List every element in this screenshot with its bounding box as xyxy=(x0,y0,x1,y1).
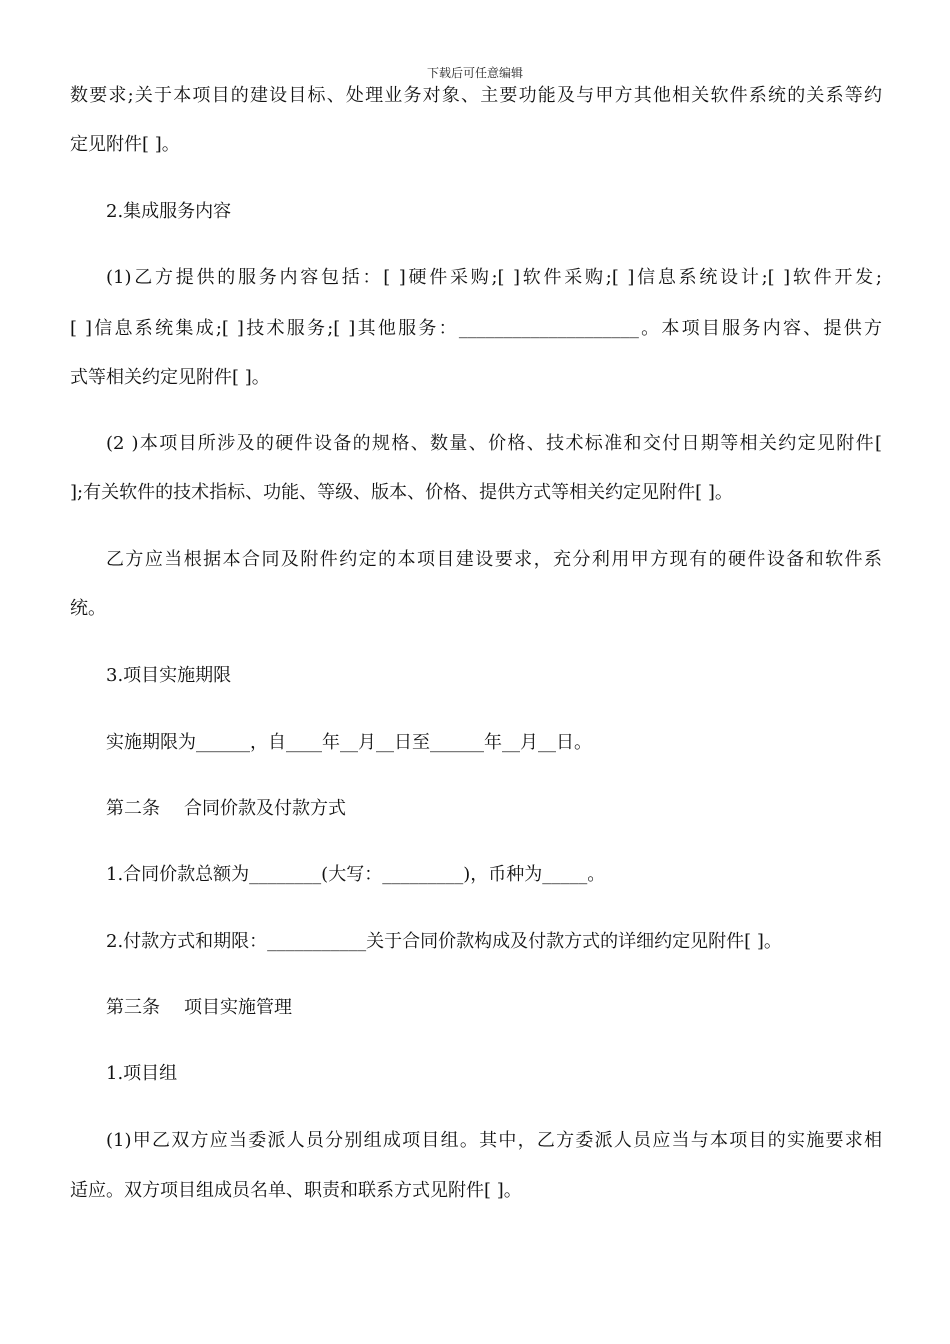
article-title: 项目实施管理 xyxy=(184,997,292,1018)
article-title: 合同价款及付款方式 xyxy=(184,798,346,819)
body-line: 实施期限为______，自____年__月__日至______年__月__日。 xyxy=(106,732,592,753)
body-line: 式等相关约定见附件[ ]。 xyxy=(70,367,270,388)
body-line: (1)甲乙双方应当委派人员分别组成项目组。其中，乙方委派人员应当与本项目的实施要求相 xyxy=(106,1130,882,1151)
header-note: 下载后可任意编辑 xyxy=(426,66,523,80)
section-heading: 2.集成服务内容 xyxy=(106,201,232,222)
body-line: ];有关软件的技术指标、功能、等级、版本、价格、提供方式等相关约定见附件[ ]。 xyxy=(70,482,733,503)
section-heading: 3.项目实施期限 xyxy=(106,665,232,686)
body-line: 2.付款方式和期限：___________关于合同价款构成及付款方式的详细约定见附件[ ]。 xyxy=(106,931,782,952)
article-number: 第三条 xyxy=(106,997,160,1018)
body-line: 1.合同价款总额为________(大写：_________)，币种为_____。 xyxy=(106,864,606,885)
body-line: 统。 xyxy=(70,598,106,619)
body-line: [ ]信息系统集成;[ ]技术服务;[ ]其他服务：____________________。本项目服务内容、提供方 xyxy=(70,318,882,339)
section-heading: 1.项目组 xyxy=(106,1063,178,1084)
body-line: 乙方应当根据本合同及附件约定的本项目建设要求，充分利用甲方现有的硬件设备和软件系 xyxy=(106,549,882,570)
article-heading xyxy=(106,997,882,1019)
body-line: 适应。双方项目组成员名单、职责和联系方式见附件[ ]。 xyxy=(70,1180,522,1201)
body-line: (1)乙方提供的服务内容包括：[ ]硬件采购;[ ]软件采购;[ ]信息系统设计;[ ]软件开发; xyxy=(106,267,882,288)
article-number: 第二条 xyxy=(106,798,160,819)
body-line: 数要求;关于本项目的建设目标、处理业务对象、主要功能及与甲方其他相关软件系统的关系等约 xyxy=(70,85,882,106)
article-heading xyxy=(106,798,882,820)
body-line: (2 )本项目所涉及的硬件设备的规格、数量、价格、技术标准和交付日期等相关约定见附件[ xyxy=(106,433,882,454)
body-line: 定见附件[ ]。 xyxy=(70,134,180,155)
